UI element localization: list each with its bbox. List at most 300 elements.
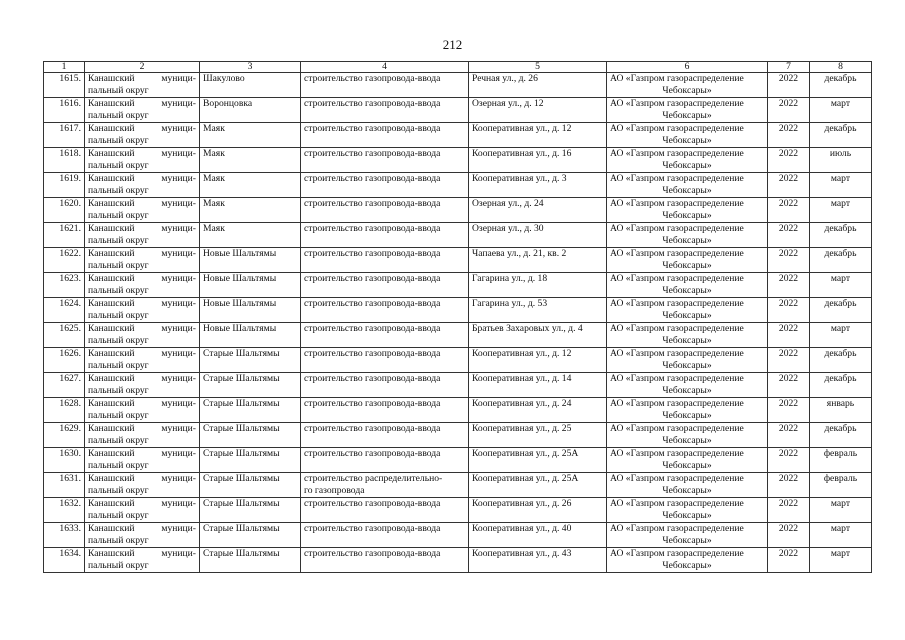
address-cell: Озерная ул., д. 30	[469, 223, 607, 248]
organization-line-1: АО «Газпром газораспределение	[610, 98, 744, 109]
organization-line-1: АО «Газпром газораспределение	[610, 298, 744, 309]
work-cell	[301, 298, 469, 323]
table-row	[44, 73, 872, 98]
work-line-1: строительство газопровода-ввода	[304, 148, 441, 159]
organization-line-1: АО «Газпром газораспределение	[610, 523, 744, 534]
organization-line-1: АО «Газпром газораспределение	[610, 423, 744, 434]
settlement-cell: Старые Шальтямы	[200, 523, 301, 548]
organization-cell	[607, 223, 768, 248]
municipality-name: Канашский	[88, 523, 135, 534]
row-number: 1621.	[44, 223, 85, 248]
settlement-cell: Новые Шальтямы	[200, 323, 301, 348]
settlement-cell: Шакулово	[200, 73, 301, 98]
organization-line-1: АО «Газпром газораспределение	[610, 248, 744, 259]
address-cell: Гагарина ул., д. 18	[469, 273, 607, 298]
municipality-cell	[85, 398, 200, 423]
organization-line-1: АО «Газпром газораспределение	[610, 123, 744, 134]
month-cell: декабрь	[810, 298, 872, 323]
month-cell: февраль	[810, 473, 872, 498]
year-cell: 2022	[768, 398, 810, 423]
work-cell	[301, 148, 469, 173]
month-cell: декабрь	[810, 73, 872, 98]
municipality-name: Канашский	[88, 323, 135, 334]
municipality-hyphen-part: муници-	[161, 473, 196, 484]
table-row	[44, 298, 872, 323]
organization-line-2: Чебоксары»	[662, 385, 712, 396]
table-row	[44, 523, 872, 548]
municipality-suffix: пальный округ	[88, 85, 149, 96]
municipality-cell	[85, 198, 200, 223]
organization-line-1: АО «Газпром газораспределение	[610, 173, 744, 184]
work-line-1: строительство распределительно-	[304, 473, 443, 484]
work-cell	[301, 273, 469, 298]
work-cell	[301, 323, 469, 348]
municipality-name: Канашский	[88, 548, 135, 559]
organization-line-2: Чебоксары»	[662, 460, 712, 471]
header-row	[44, 62, 872, 73]
organization-cell	[607, 148, 768, 173]
municipality-hyphen-part: муници-	[161, 173, 196, 184]
column-header: 8	[810, 62, 872, 73]
address-cell: Кооперативная ул., д. 14	[469, 373, 607, 398]
work-line-1: строительство газопровода-ввода	[304, 198, 441, 209]
settlement-cell: Новые Шальтямы	[200, 298, 301, 323]
municipality-suffix: пальный округ	[88, 335, 149, 346]
year-cell: 2022	[768, 248, 810, 273]
work-line-1: строительство газопровода-ввода	[304, 323, 441, 334]
organization-line-2: Чебоксары»	[662, 510, 712, 521]
organization-line-2: Чебоксары»	[662, 160, 712, 171]
work-cell	[301, 548, 469, 573]
year-cell: 2022	[768, 73, 810, 98]
municipality-cell	[85, 148, 200, 173]
municipality-cell	[85, 173, 200, 198]
municipality-hyphen-part: муници-	[161, 98, 196, 109]
row-number: 1631.	[44, 473, 85, 498]
address-cell: Кооперативная ул., д. 25А	[469, 473, 607, 498]
work-line-1: строительство газопровода-ввода	[304, 98, 441, 109]
address-cell: Кооперативная ул., д. 12	[469, 123, 607, 148]
address-cell: Озерная ул., д. 24	[469, 198, 607, 223]
column-header: 5	[469, 62, 607, 73]
organization-cell	[607, 298, 768, 323]
address-cell: Кооперативная ул., д. 24	[469, 398, 607, 423]
row-number: 1624.	[44, 298, 85, 323]
column-header: 7	[768, 62, 810, 73]
year-cell: 2022	[768, 323, 810, 348]
settlement-cell: Старые Шальтямы	[200, 398, 301, 423]
row-number: 1633.	[44, 523, 85, 548]
organization-cell	[607, 398, 768, 423]
municipality-cell	[85, 273, 200, 298]
municipality-cell	[85, 73, 200, 98]
municipality-cell	[85, 123, 200, 148]
municipality-hyphen-part: муници-	[161, 248, 196, 259]
municipality-cell	[85, 323, 200, 348]
work-cell	[301, 473, 469, 498]
organization-cell	[607, 248, 768, 273]
municipality-suffix: пальный округ	[88, 460, 149, 471]
municipality-name: Канашский	[88, 173, 135, 184]
municipality-suffix: пальный округ	[88, 360, 149, 371]
organization-line-2: Чебоксары»	[662, 260, 712, 271]
municipality-hyphen-part: муници-	[161, 448, 196, 459]
row-number: 1615.	[44, 73, 85, 98]
year-cell: 2022	[768, 348, 810, 373]
municipality-suffix: пальный округ	[88, 235, 149, 246]
organization-line-2: Чебоксары»	[662, 560, 712, 571]
column-header: 6	[607, 62, 768, 73]
table-row	[44, 548, 872, 573]
month-cell: март	[810, 323, 872, 348]
organization-line-2: Чебоксары»	[662, 110, 712, 121]
month-cell: март	[810, 548, 872, 573]
table-row	[44, 148, 872, 173]
year-cell: 2022	[768, 148, 810, 173]
month-cell: март	[810, 198, 872, 223]
work-cell	[301, 98, 469, 123]
table-row	[44, 273, 872, 298]
table-row	[44, 223, 872, 248]
organization-cell	[607, 323, 768, 348]
month-cell: декабрь	[810, 123, 872, 148]
organization-cell	[607, 498, 768, 523]
work-cell	[301, 198, 469, 223]
registry-table	[43, 61, 872, 573]
address-cell: Речная ул., д. 26	[469, 73, 607, 98]
row-number: 1619.	[44, 173, 85, 198]
organization-line-1: АО «Газпром газораспределение	[610, 73, 744, 84]
municipality-name: Канашский	[88, 248, 135, 259]
organization-cell	[607, 198, 768, 223]
year-cell: 2022	[768, 448, 810, 473]
municipality-suffix: пальный округ	[88, 285, 149, 296]
municipality-name: Канашский	[88, 98, 135, 109]
work-line-1: строительство газопровода-ввода	[304, 423, 441, 434]
settlement-cell: Старые Шальтямы	[200, 373, 301, 398]
municipality-suffix: пальный округ	[88, 510, 149, 521]
settlement-cell: Старые Шальтямы	[200, 448, 301, 473]
month-cell: март	[810, 273, 872, 298]
organization-line-1: АО «Газпром газораспределение	[610, 198, 744, 209]
municipality-cell	[85, 548, 200, 573]
month-cell: декабрь	[810, 423, 872, 448]
year-cell: 2022	[768, 298, 810, 323]
settlement-cell: Маяк	[200, 198, 301, 223]
municipality-name: Канашский	[88, 223, 135, 234]
organization-line-1: АО «Газпром газораспределение	[610, 148, 744, 159]
month-cell: январь	[810, 398, 872, 423]
work-line-1: строительство газопровода-ввода	[304, 348, 441, 359]
column-header: 2	[85, 62, 200, 73]
settlement-cell: Новые Шальтямы	[200, 273, 301, 298]
municipality-suffix: пальный округ	[88, 385, 149, 396]
work-cell	[301, 523, 469, 548]
year-cell: 2022	[768, 173, 810, 198]
address-cell: Кооперативная ул., д. 12	[469, 348, 607, 373]
municipality-suffix: пальный округ	[88, 435, 149, 446]
work-line-1: строительство газопровода-ввода	[304, 123, 441, 134]
organization-cell	[607, 173, 768, 198]
settlement-cell: Старые Шальтямы	[200, 498, 301, 523]
municipality-name: Канашский	[88, 148, 135, 159]
year-cell: 2022	[768, 223, 810, 248]
address-cell: Кооперативная ул., д. 16	[469, 148, 607, 173]
row-number: 1634.	[44, 548, 85, 573]
municipality-cell	[85, 423, 200, 448]
municipality-name: Канашский	[88, 348, 135, 359]
municipality-hyphen-part: муници-	[161, 273, 196, 284]
settlement-cell: Старые Шальтямы	[200, 473, 301, 498]
year-cell: 2022	[768, 423, 810, 448]
address-cell: Кооперативная ул., д. 25	[469, 423, 607, 448]
month-cell: декабрь	[810, 248, 872, 273]
year-cell: 2022	[768, 198, 810, 223]
row-number: 1622.	[44, 248, 85, 273]
address-cell: Озерная ул., д. 12	[469, 98, 607, 123]
municipality-hyphen-part: муници-	[161, 398, 196, 409]
organization-line-2: Чебоксары»	[662, 360, 712, 371]
municipality-cell	[85, 473, 200, 498]
organization-line-1: АО «Газпром газораспределение	[610, 223, 744, 234]
organization-line-2: Чебоксары»	[662, 410, 712, 421]
month-cell: декабрь	[810, 373, 872, 398]
work-cell	[301, 398, 469, 423]
municipality-suffix: пальный округ	[88, 410, 149, 421]
year-cell: 2022	[768, 123, 810, 148]
municipality-hyphen-part: муници-	[161, 523, 196, 534]
municipality-name: Канашский	[88, 473, 135, 484]
work-cell	[301, 423, 469, 448]
row-number: 1617.	[44, 123, 85, 148]
municipality-name: Канашский	[88, 498, 135, 509]
work-line-1: строительство газопровода-ввода	[304, 498, 441, 509]
month-cell: декабрь	[810, 348, 872, 373]
table-row	[44, 98, 872, 123]
municipality-name: Канашский	[88, 73, 135, 84]
address-cell: Чапаева ул., д. 21, кв. 2	[469, 248, 607, 273]
municipality-name: Канашский	[88, 123, 135, 134]
municipality-hyphen-part: муници-	[161, 548, 196, 559]
organization-line-1: АО «Газпром газораспределение	[610, 473, 744, 484]
work-line-1: строительство газопровода-ввода	[304, 73, 441, 84]
row-number: 1620.	[44, 198, 85, 223]
row-number: 1626.	[44, 348, 85, 373]
work-cell	[301, 348, 469, 373]
month-cell: июль	[810, 148, 872, 173]
organization-cell	[607, 348, 768, 373]
table-row	[44, 398, 872, 423]
settlement-cell: Воронцовка	[200, 98, 301, 123]
municipality-hyphen-part: муници-	[161, 298, 196, 309]
municipality-suffix: пальный округ	[88, 310, 149, 321]
municipality-hyphen-part: муници-	[161, 148, 196, 159]
address-cell: Кооперативная ул., д. 25А	[469, 448, 607, 473]
organization-line-2: Чебоксары»	[662, 210, 712, 221]
work-line-1: строительство газопровода-ввода	[304, 373, 441, 384]
work-line-1: строительство газопровода-ввода	[304, 448, 441, 459]
municipality-cell	[85, 248, 200, 273]
municipality-suffix: пальный округ	[88, 485, 149, 496]
municipality-cell	[85, 348, 200, 373]
municipality-cell	[85, 448, 200, 473]
year-cell: 2022	[768, 373, 810, 398]
year-cell: 2022	[768, 98, 810, 123]
municipality-name: Канашский	[88, 373, 135, 384]
work-cell	[301, 123, 469, 148]
year-cell: 2022	[768, 473, 810, 498]
municipality-hyphen-part: муници-	[161, 198, 196, 209]
municipality-cell	[85, 523, 200, 548]
organization-cell	[607, 448, 768, 473]
settlement-cell: Старые Шальтямы	[200, 548, 301, 573]
work-cell	[301, 248, 469, 273]
work-line-2: го газопровода	[304, 485, 365, 496]
organization-line-1: АО «Газпром газораспределение	[610, 398, 744, 409]
municipality-hyphen-part: муници-	[161, 223, 196, 234]
organization-line-2: Чебоксары»	[662, 310, 712, 321]
municipality-hyphen-part: муници-	[161, 73, 196, 84]
work-line-1: строительство газопровода-ввода	[304, 273, 441, 284]
row-number: 1628.	[44, 398, 85, 423]
organization-line-2: Чебоксары»	[662, 335, 712, 346]
settlement-cell: Маяк	[200, 123, 301, 148]
work-line-1: строительство газопровода-ввода	[304, 223, 441, 234]
month-cell: март	[810, 98, 872, 123]
organization-line-2: Чебоксары»	[662, 285, 712, 296]
table-row	[44, 198, 872, 223]
municipality-cell	[85, 98, 200, 123]
municipality-hyphen-part: муници-	[161, 323, 196, 334]
column-header: 3	[200, 62, 301, 73]
municipality-hyphen-part: муници-	[161, 373, 196, 384]
municipality-hyphen-part: муници-	[161, 423, 196, 434]
work-line-1: строительство газопровода-ввода	[304, 173, 441, 184]
work-cell	[301, 73, 469, 98]
municipality-suffix: пальный округ	[88, 110, 149, 121]
municipality-suffix: пальный округ	[88, 185, 149, 196]
settlement-cell: Старые Шальтямы	[200, 423, 301, 448]
organization-line-1: АО «Газпром газораспределение	[610, 548, 744, 559]
organization-cell	[607, 473, 768, 498]
municipality-name: Канашский	[88, 448, 135, 459]
organization-line-1: АО «Газпром газораспределение	[610, 498, 744, 509]
table-row	[44, 348, 872, 373]
month-cell: декабрь	[810, 223, 872, 248]
organization-line-1: АО «Газпром газораспределение	[610, 273, 744, 284]
organization-line-2: Чебоксары»	[662, 535, 712, 546]
municipality-hyphen-part: муници-	[161, 348, 196, 359]
municipality-suffix: пальный округ	[88, 260, 149, 271]
row-number: 1618.	[44, 148, 85, 173]
organization-cell	[607, 373, 768, 398]
year-cell: 2022	[768, 498, 810, 523]
month-cell: март	[810, 173, 872, 198]
address-cell: Кооперативная ул., д. 40	[469, 523, 607, 548]
row-number: 1632.	[44, 498, 85, 523]
work-cell	[301, 498, 469, 523]
year-cell: 2022	[768, 523, 810, 548]
municipality-suffix: пальный округ	[88, 560, 149, 571]
table-row	[44, 473, 872, 498]
organization-line-2: Чебоксары»	[662, 85, 712, 96]
work-line-1: строительство газопровода-ввода	[304, 248, 441, 259]
year-cell: 2022	[768, 273, 810, 298]
month-cell: март	[810, 498, 872, 523]
municipality-name: Канашский	[88, 198, 135, 209]
work-line-1: строительство газопровода-ввода	[304, 523, 441, 534]
municipality-suffix: пальный округ	[88, 160, 149, 171]
column-header: 1	[44, 62, 85, 73]
table-row	[44, 448, 872, 473]
organization-cell	[607, 123, 768, 148]
row-number: 1629.	[44, 423, 85, 448]
work-cell	[301, 448, 469, 473]
municipality-hyphen-part: муници-	[161, 123, 196, 134]
municipality-name: Канашский	[88, 298, 135, 309]
municipality-suffix: пальный округ	[88, 535, 149, 546]
municipality-cell	[85, 298, 200, 323]
month-cell: февраль	[810, 448, 872, 473]
column-header: 4	[301, 62, 469, 73]
organization-line-2: Чебоксары»	[662, 185, 712, 196]
organization-line-2: Чебоксары»	[662, 235, 712, 246]
table-row	[44, 423, 872, 448]
page-number: 212	[442, 37, 463, 52]
organization-line-2: Чебоксары»	[662, 485, 712, 496]
row-number: 1623.	[44, 273, 85, 298]
organization-line-2: Чебоксары»	[662, 435, 712, 446]
work-line-1: строительство газопровода-ввода	[304, 548, 441, 559]
municipality-suffix: пальный округ	[88, 135, 149, 146]
organization-cell	[607, 273, 768, 298]
table-row	[44, 323, 872, 348]
organization-line-1: АО «Газпром газораспределение	[610, 448, 744, 459]
settlement-cell: Маяк	[200, 148, 301, 173]
table-row	[44, 173, 872, 198]
organization-cell	[607, 423, 768, 448]
organization-line-2: Чебоксары»	[662, 135, 712, 146]
work-cell	[301, 373, 469, 398]
organization-line-1: АО «Газпром газораспределение	[610, 348, 744, 359]
row-number: 1630.	[44, 448, 85, 473]
organization-cell	[607, 73, 768, 98]
table-row	[44, 123, 872, 148]
municipality-cell	[85, 373, 200, 398]
work-line-1: строительство газопровода-ввода	[304, 398, 441, 409]
table-row	[44, 373, 872, 398]
address-cell: Гагарина ул., д. 53	[469, 298, 607, 323]
address-cell: Кооперативная ул., д. 3	[469, 173, 607, 198]
organization-cell	[607, 523, 768, 548]
municipality-hyphen-part: муници-	[161, 498, 196, 509]
municipality-cell	[85, 498, 200, 523]
organization-line-1: АО «Газпром газораспределение	[610, 373, 744, 384]
month-cell: март	[810, 523, 872, 548]
address-cell: Кооперативная ул., д. 43	[469, 548, 607, 573]
municipality-name: Канашский	[88, 398, 135, 409]
organization-cell	[607, 98, 768, 123]
settlement-cell: Маяк	[200, 173, 301, 198]
address-cell: Братьев Захаровых ул., д. 4	[469, 323, 607, 348]
settlement-cell: Маяк	[200, 223, 301, 248]
table-row	[44, 498, 872, 523]
address-cell: Кооперативная ул., д. 26	[469, 498, 607, 523]
municipality-cell	[85, 223, 200, 248]
municipality-name: Канашский	[88, 273, 135, 284]
row-number: 1627.	[44, 373, 85, 398]
organization-line-1: АО «Газпром газораспределение	[610, 323, 744, 334]
